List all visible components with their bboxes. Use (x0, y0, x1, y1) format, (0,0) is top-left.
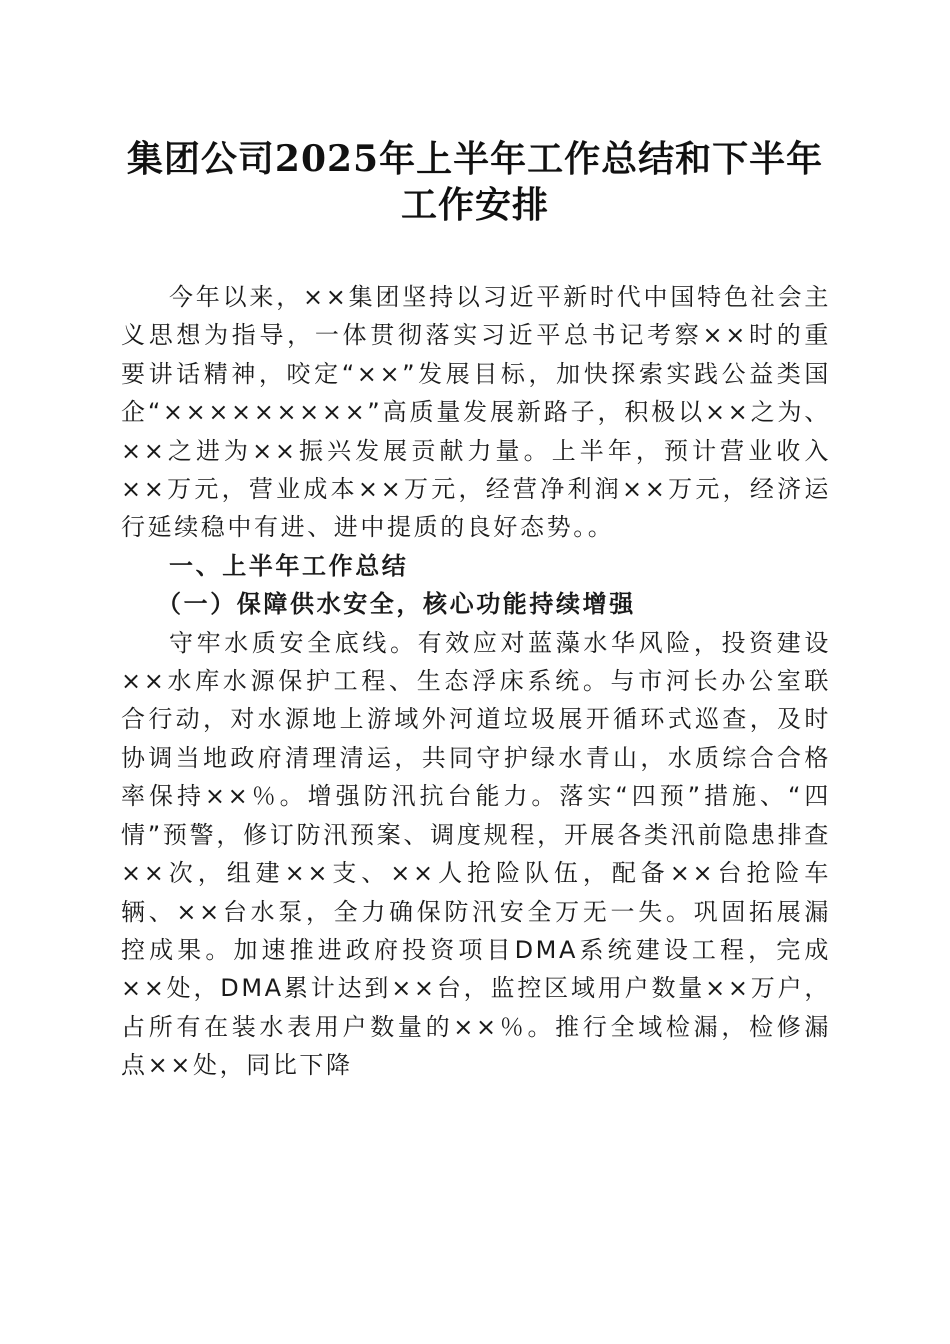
intro-paragraph: 今年以来，××集团坚持以习近平新时代中国特色社会主义思想为指导，一体贯彻落实习近平总书记考察××时的重要讲话精神，咬定“××”发展目标，加快探索实践公益类国企“×××××××××”高质量发展新路子，积极以××之为、××之进为××振兴发展贡献力量。上半年，预计营业收入××万元，营业成本××万元，经营净利润××万元，经济运行延续稳中有进、进中提质的良好态势。。 (121, 283, 831, 542)
document-title: 集团公司2025年上半年工作总结和下半年工作安排 (126, 138, 824, 226)
subsection-heading: （一）保障供水安全，核心功能持续增强 (157, 590, 636, 619)
section-heading: 一、上半年工作总结 (169, 551, 409, 580)
subsection-paragraph: 守牢水质安全底线。有效应对蓝藻水华风险，投资建设××水库水源保护工程、生态浮床系统。与市河长办公室联合行动，对水源地上游域外河道垃圾展开循环式巡查，及时协调当地政府清理清运，共同守护绿水青山，水质综合合格率保持××％。增强防汛抗台能力。落实“四预”措施、“四情”预警，修订防汛预案、调度规程，开展各类汛前隐患排查××次，组建××支、××人抢险队伍，配备××台抢险车辆、××台水泵，全力确保防汛安全万无一失。巩固拓展漏控成果。加速推进政府投资项目DMA系统建设工程，完成××处，DMA累计达到××台，监控区域用户数量××万户，占所有在装水表用户数量的××％。推行全域检漏，检修漏点××处，同比下降 (121, 628, 831, 1080)
document-body (121, 278, 831, 1085)
